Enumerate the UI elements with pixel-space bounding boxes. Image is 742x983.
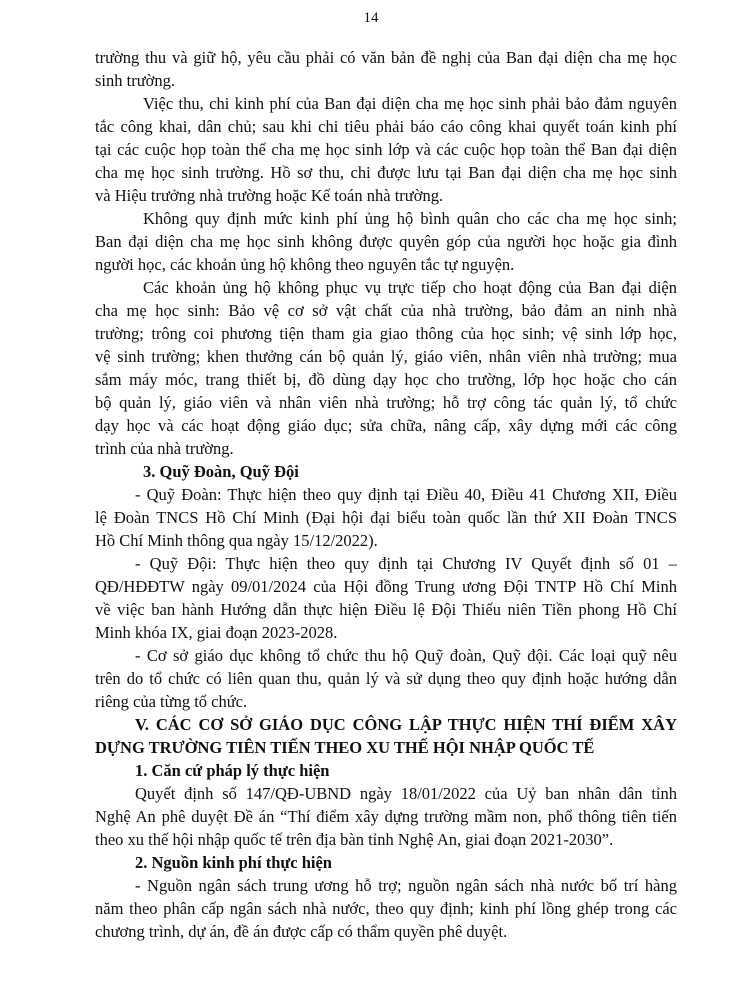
heading-line: 3. Quỹ Đoàn, Quỹ Đội — [143, 462, 299, 481]
text-line: và Hiệu trưởng nhà trường hoặc Kế toán nhà trường. — [95, 186, 444, 205]
text-line: sắm máy móc, trang thiết bị, đồ dùng dạy học cho trường, lớp học hoặc cho cán — [95, 370, 677, 389]
text-line: trình của nhà trường. — [95, 439, 234, 458]
text-line: bộ quản lý, giáo viên và nhân viên nhà trường; hỗ trợ công tác quản lý, tổ chức — [95, 393, 677, 412]
page-number: 14 — [363, 10, 379, 26]
text-line: chương trình, dự án, đề án được cấp có thẩm quyền phê duyệt. — [95, 922, 508, 941]
heading-line: V. CÁC CƠ SỞ GIÁO DỤC CÔNG LẬP THỰC HIỆN THÍ ĐIỂM XÂY — [135, 715, 677, 734]
text-line: sinh trường. — [95, 71, 176, 90]
text-line: Các khoản ủng hộ không phục vụ trực tiếp cho hoạt động của Ban đại diện — [143, 278, 677, 297]
document-body — [95, 46, 677, 943]
text-line: Việc thu, chi kinh phí của Ban đại diện cha mẹ học sinh phải bảo đảm nguyên — [143, 94, 677, 113]
text-line: trường thu và giữ hộ, yêu cầu phải có văn bản đề nghị của Ban đại diện cha mẹ học — [95, 48, 677, 67]
text-line: lệ Đoàn TNCS Hồ Chí Minh (Đại hội đại biểu toàn quốc lần thứ XII Đoàn TNCS — [95, 508, 677, 527]
text-line: trên do tổ chức có liên quan thu, quản lý và sử dụng theo quy định hoặc hướng dẫn — [95, 669, 677, 688]
text-line: Không quy định mức kinh phí ủng hộ bình quân cho các cha mẹ học sinh; — [143, 209, 677, 228]
text-line: - Cơ sở giáo dục không tổ chức thu hộ Quỹ đoàn, Quỹ đội. Các loại quỹ nêu — [135, 646, 677, 665]
text-line: người học, các khoản ủng hộ không theo nguyên tắc tự nguyện. — [95, 255, 515, 274]
text-line: dạy học và các hoạt động giáo dục; sửa chữa, nâng cấp, xây dựng mới các công — [95, 416, 677, 435]
heading-line: DỰNG TRƯỜNG TIÊN TIẾN THEO XU THẾ HỘI NHẬP QUỐC TẾ — [95, 738, 595, 757]
text-line: - Quỹ Đội: Thực hiện theo quy định tại Chương IV Quyết định số 01 – — [135, 554, 677, 573]
text-line: về việc ban hành Hướng dẫn thực hiện Điều lệ Đội Thiếu niên Tiền phong Hồ Chí — [95, 600, 677, 619]
text-line: cha mẹ học sinh trường. Hồ sơ thu, chi được lưu tại Ban đại diện cha mẹ học sinh — [95, 163, 677, 182]
heading-line: 2. Nguồn kinh phí thực hiện — [135, 853, 332, 872]
text-line: trường; trông coi phương tiện tham gia giao thông của học sinh; vệ sinh lớp học, — [95, 324, 677, 343]
text-line: Nghệ An phê duyệt Đề án “Thí điểm xây dựng trường mầm non, phổ thông tiên tiến — [95, 807, 677, 826]
text-line: Minh khóa IX, giai đoạn 2023-2028. — [95, 623, 338, 642]
text-line: tại các cuộc họp toàn thể cha mẹ học sinh lớp và các cuộc họp toàn thể Ban đại diện — [95, 140, 677, 159]
text-line: QĐ/HĐĐTW ngày 09/01/2024 của Hội đồng Trung ương Đội TNTP Hồ Chí Minh — [95, 577, 677, 596]
text-line: - Nguồn ngân sách trung ương hỗ trợ; nguồn ngân sách nhà nước bố trí hàng — [135, 876, 677, 895]
text-line: riêng của từng tổ chức. — [95, 692, 248, 711]
text-line: vệ sinh trường; khen thưởng cán bộ quản lý, giáo viên, nhân viên nhà trường; mua — [95, 347, 677, 366]
text-line: Hồ Chí Minh thông qua ngày 15/12/2022). — [95, 531, 378, 550]
text-line: theo xu thế hội nhập quốc tế trên địa bàn tỉnh Nghệ An, giai đoạn 2021-2030”. — [95, 830, 614, 849]
text-line: Ban đại diện cha mẹ học sinh không được quyên góp của người học hoặc gia đình — [95, 232, 677, 251]
heading-line: 1. Căn cứ pháp lý thực hiện — [135, 761, 330, 780]
text-line: Quyết định số 147/QĐ-UBND ngày 18/01/2022 của Uỷ ban nhân dân tỉnh — [135, 784, 677, 803]
text-line: tắc công khai, dân chủ; sau khi chi tiêu phải báo cáo công khai quyết toán kinh phí — [95, 117, 677, 136]
text-line: năm theo phân cấp ngân sách nhà nước, theo quy định; kinh phí lồng ghép trong các — [95, 899, 677, 918]
text-line: - Quỹ Đoàn: Thực hiện theo quy định tại Điều 40, Điều 41 Chương XII, Điều — [135, 485, 677, 504]
text-line: cha mẹ học sinh: Bảo vệ cơ sở vật chất của nhà trường, bảo đảm an ninh nhà — [95, 301, 677, 320]
